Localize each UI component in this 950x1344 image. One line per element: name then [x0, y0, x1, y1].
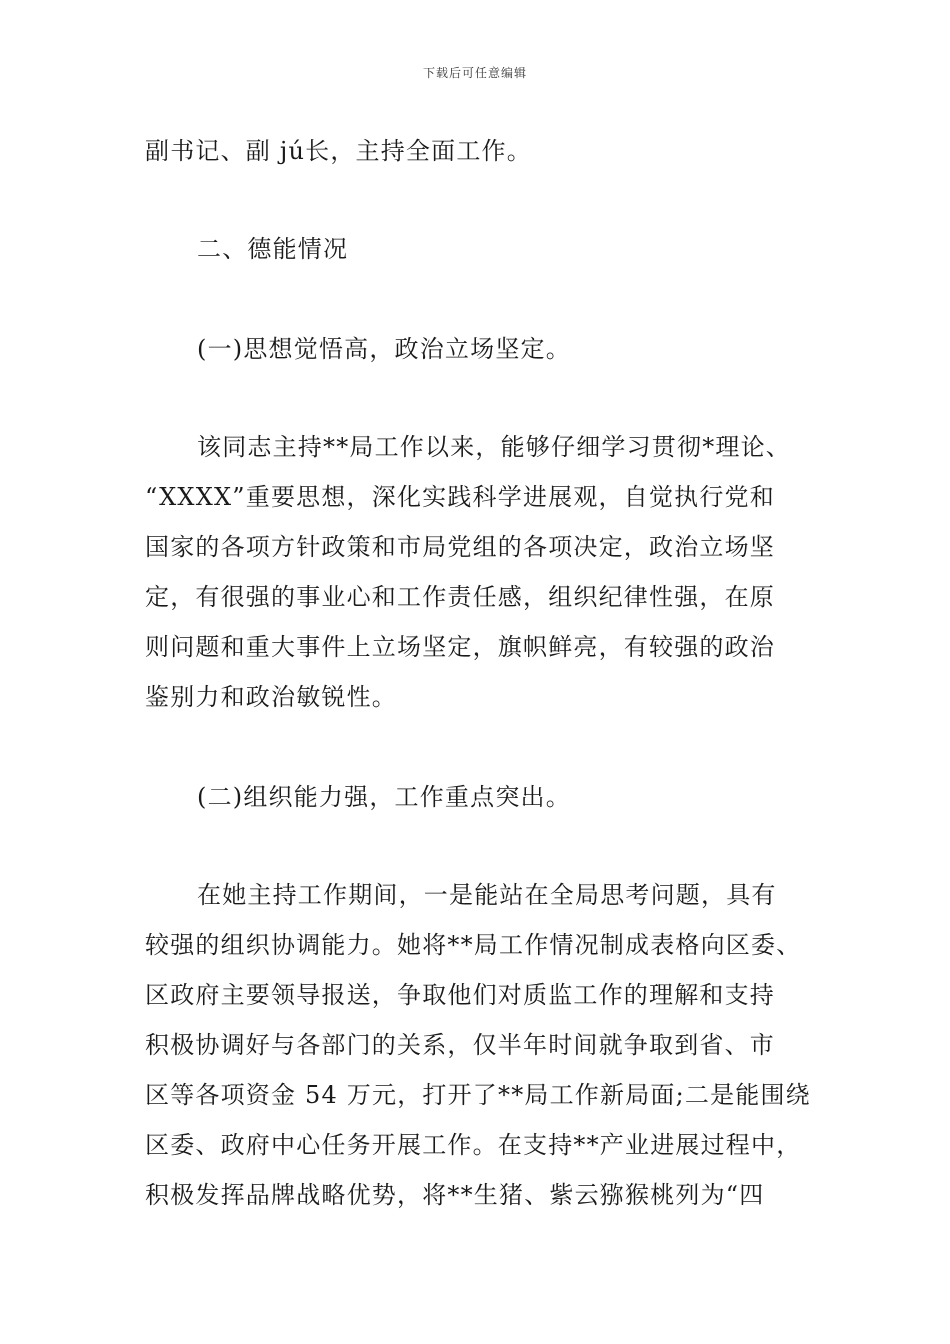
text-line: 区等各项资金 54 万元，打开了**局工作新局面;二是能围绕 [145, 1081, 811, 1109]
text-line: 较强的组织协调能力。她将**局工作情况制成表格向区委、 [145, 931, 802, 959]
text-line: 该同志主持**局工作以来，能够仔细学习贯彻*理论、 [197, 433, 791, 461]
text-line: 鉴别力和政治敏锐性。 [145, 683, 397, 711]
text-line: 积极协调好与各部门的关系，仅半年时间就争取到省、市 [145, 1031, 775, 1059]
subsection-heading: (一)思想觉悟高，政治立场坚定。 [197, 335, 571, 363]
text-line: 在她主持工作期间，一是能站在全局思考问题，具有 [197, 881, 777, 909]
text-line: 国家的各项方针政策和市局党组的各项决定，政治立场坚 [145, 533, 775, 561]
section-heading: 二、德能情况 [197, 235, 349, 263]
text-line: “XXXX”重要思想，深化实践科学进展观，自觉执行党和 [145, 483, 775, 511]
page-header: 下载后可任意编辑 [422, 66, 527, 80]
text-line: 区委、政府中心任务开展工作。在支持**产业进展过程中， [145, 1131, 802, 1159]
text-line: 则问题和重大事件上立场坚定，旗帜鲜亮，有较强的政治 [145, 633, 775, 661]
text-line: 定，有很强的事业心和工作责任感，组织纪律性强，在原 [145, 583, 775, 611]
text-line: 副书记、副 jú长，主持全面工作。 [145, 137, 532, 165]
text-line: 区政府主要领导报送，争取他们对质监工作的理解和支持 [145, 981, 775, 1009]
subsection-heading: (二)组织能力强，工作重点突出。 [197, 783, 571, 811]
text-line: 积极发挥品牌战略优势，将**生猪、紫云猕猴桃列为“四 [145, 1181, 765, 1209]
